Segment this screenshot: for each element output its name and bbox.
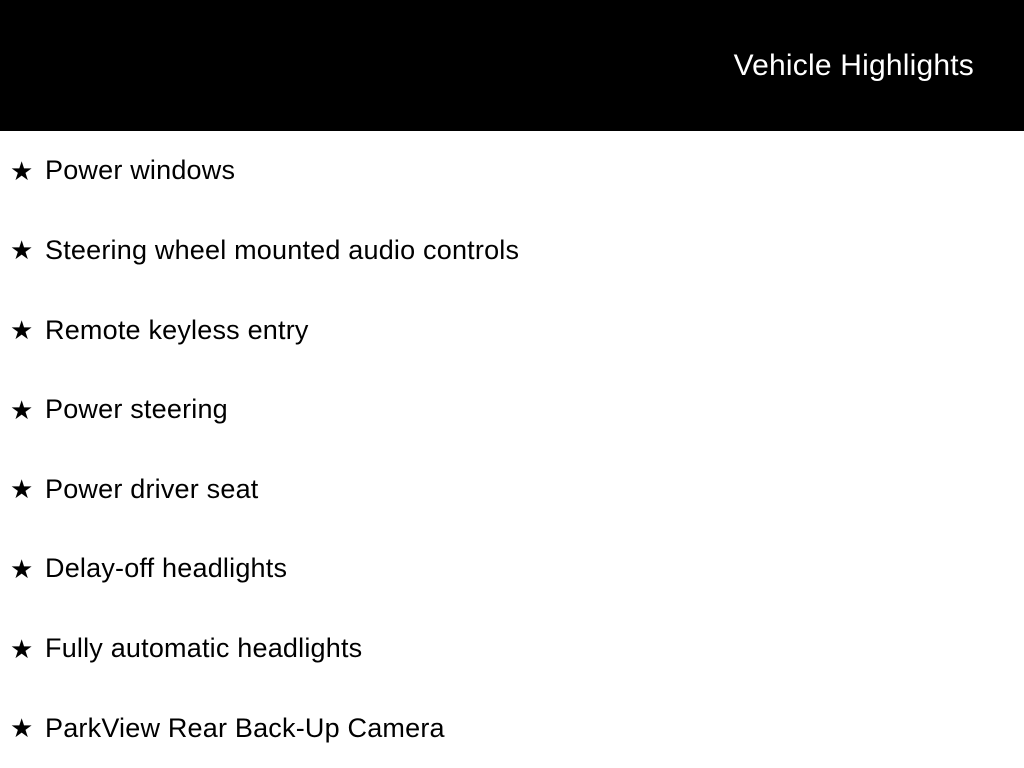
vehicle-highlights-list [0, 131, 1024, 768]
star-icon: ★ [10, 155, 34, 186]
list-item [0, 450, 1024, 530]
highlight-label: Remote keyless entry [45, 314, 309, 345]
star-icon: ★ [10, 235, 34, 266]
star-icon: ★ [10, 394, 34, 425]
star-icon: ★ [10, 315, 34, 346]
star-icon: ★ [10, 553, 34, 584]
page-title: Vehicle Highlights [733, 48, 974, 82]
list-item [0, 688, 1024, 768]
highlight-label: Power windows [45, 155, 236, 186]
highlight-label: Delay-off headlights [45, 553, 288, 584]
star-icon: ★ [10, 474, 34, 505]
highlight-label: ParkView Rear Back-Up Camera [45, 712, 445, 743]
list-item [0, 529, 1024, 609]
highlight-label: Power driver seat [45, 473, 259, 504]
star-icon: ★ [10, 633, 34, 664]
list-item [0, 211, 1024, 291]
header [0, 0, 1024, 131]
highlight-label: Power steering [45, 394, 228, 425]
highlight-label: Steering wheel mounted audio controls [45, 234, 520, 265]
list-item [0, 609, 1024, 689]
highlight-label: Fully automatic headlights [45, 633, 363, 664]
list-item [0, 131, 1024, 211]
star-icon: ★ [10, 713, 34, 744]
list-item [0, 290, 1024, 370]
list-item [0, 370, 1024, 450]
